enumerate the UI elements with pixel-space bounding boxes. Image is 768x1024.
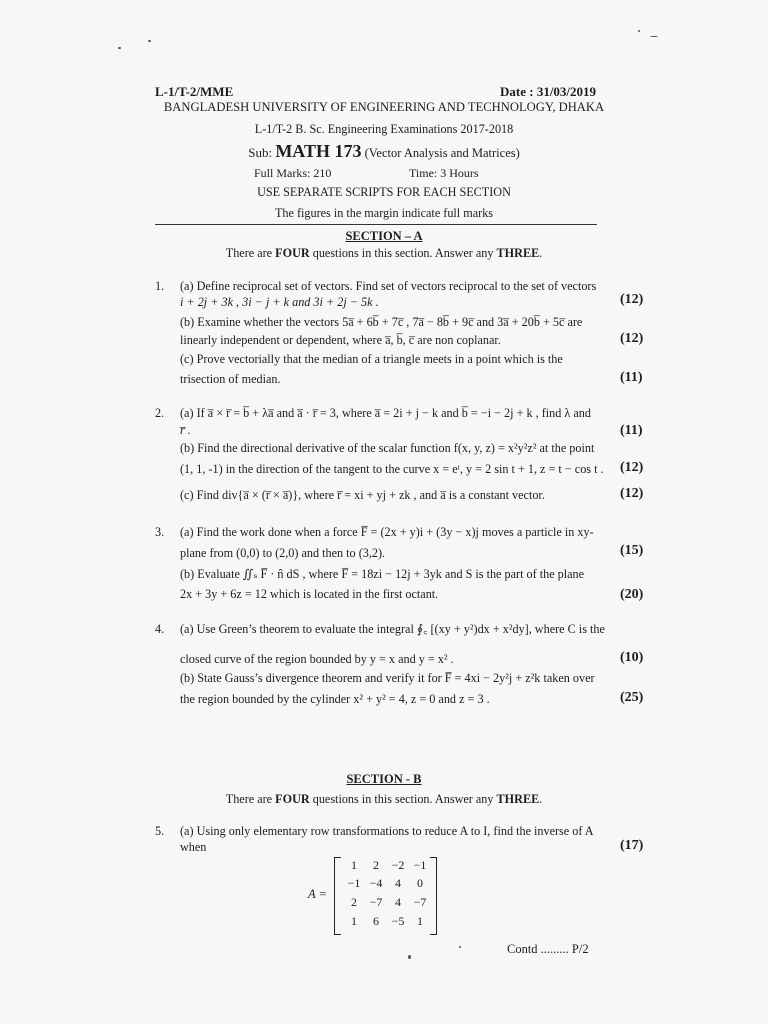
note-answer-count: THREE [496, 792, 540, 806]
subject-prefix: Sub: [248, 145, 276, 160]
q2a-text-line2: r̅ . [180, 423, 191, 437]
q2b-text-line2: (1, 1, -1) in the direction of the tangent to the curve x = eᵗ, y = 2 sin t + 1, z = t − cos t . [180, 462, 604, 476]
q5a-marks: (17) [620, 838, 644, 853]
continued-note: Contd ......... P/2 [507, 942, 589, 956]
instruction-marks: The figures in the margin indicate full marks [274, 206, 494, 220]
q4a-text-line1: (a) Use Green’s theorem to evaluate the integral ∮꜀ [(xy + y²)dx + x²dy], where C is the [180, 622, 605, 636]
q4a-marks: (10) [620, 650, 644, 665]
exam-time: Time: 3 Hours [409, 166, 479, 180]
question-number: 4. [155, 622, 165, 636]
matrix-cell: 6 [373, 914, 379, 928]
scan-speck [408, 955, 411, 959]
q4a-text-line2: closed curve of the region bounded by y = x and y = x² . [180, 652, 454, 666]
course-code: L-1/T-2/MME [155, 84, 234, 99]
matrix-cell: 1 [417, 914, 423, 928]
q2c-marks: (12) [620, 486, 644, 501]
q5a-text-line2: when [180, 840, 207, 854]
scan-speck [650, 36, 658, 37]
question-number: 1. [155, 279, 165, 293]
note-text: . [539, 792, 543, 806]
q1c-text-line2: trisection of median. [180, 372, 281, 386]
q1c-text-line1: (c) Prove vectorially that the median of a triangle meets in a point which is the [180, 352, 563, 366]
q2a-marks: (11) [620, 423, 643, 438]
note-answer-count: THREE [496, 246, 540, 260]
q2a-text-line1: (a) If a̅ × r̅ = b̅ + λa̅ and a̅ · r̅ = 3, where a̅ = 2i + j − k and b̅ = −i − 2j + k , find λ and [180, 406, 591, 420]
note-count: FOUR [275, 246, 310, 260]
q1c-marks: (11) [620, 370, 643, 385]
q3b-marks: (20) [620, 587, 644, 602]
q1a-marks: (12) [620, 292, 644, 307]
q1a-text-line1: (a) Define reciprocal set of vectors. Find set of vectors reciprocal to the set of vectors [180, 279, 597, 293]
q3b-text-line2: 2x + 3y + 6z = 12 which is located in the first octant. [180, 587, 439, 601]
q3a-text-line1: (a) Find the work done when a force F̅ = (2x + y)i + (3y − x)j moves a particle in xy- [180, 525, 594, 539]
note-text: . [539, 246, 543, 260]
matrix-cell: −1 [413, 858, 427, 872]
instruction-scripts: USE SEPARATE SCRIPTS FOR EACH SECTION [257, 185, 511, 199]
matrix-cell: 1 [351, 858, 357, 872]
subject-code: MATH 173 [275, 141, 362, 161]
note-text: questions in this section. Answer any [309, 246, 497, 260]
scan-speck [148, 40, 151, 42]
matrix-label: A = [308, 887, 327, 901]
q2c-text: (c) Find div{a̅ × (r̅ × a̅)}, where r̅ = xi + yj + zk , and a̅ is a constant vector. [180, 488, 545, 502]
q2b-marks: (12) [620, 460, 644, 475]
q1b-marks: (12) [620, 331, 644, 346]
section-a-title: SECTION – A [345, 229, 423, 243]
matrix-left-bracket [334, 857, 341, 935]
scan-speck [459, 946, 461, 948]
section-b-note [0, 792, 768, 807]
q4b-text-line2: the region bounded by the cylinder x² + y² = 4, z = 0 and z = 3 . [180, 692, 490, 706]
scan-speck [638, 30, 640, 32]
matrix-cell: −7 [369, 895, 383, 909]
note-text: There are [225, 246, 276, 260]
matrix-cell: −2 [391, 858, 405, 872]
section-b-title: SECTION - B [346, 772, 422, 786]
q2b-text-line1: (b) Find the directional derivative of the scalar function f(x, y, z) = x²y²z² at the point [180, 441, 595, 455]
q1b-text-line1: (b) Examine whether the vectors 5a̅ + 6b̅ + 7c̅ , 7a̅ − 8b̅ + 9c̅ and 3a̅ + 20b̅ + 5c̅ are [180, 315, 583, 329]
matrix-cell: 4 [395, 895, 401, 909]
q1b-text-line2: linearly independent or dependent, where a̅, b̅, c̅ are non coplanar. [180, 333, 501, 347]
q5a-text-line1: (a) Using only elementary row transformations to reduce A to I, find the inverse of A [180, 824, 594, 838]
matrix-cell: 0 [417, 876, 423, 890]
matrix-cell: −4 [369, 876, 383, 890]
q4b-marks: (25) [620, 690, 644, 705]
exam-date: Date : 31/03/2019 [500, 84, 597, 99]
exam-name: L-1/T-2 B. Sc. Engineering Examinations 2017-2018 [254, 122, 514, 136]
matrix-cell: −5 [391, 914, 405, 928]
university-name: BANGLADESH UNIVERSITY OF ENGINEERING AND TECHNOLOGY, DHAKA [163, 100, 605, 114]
q4b-text-line1: (b) State Gauss’s divergence theorem and verify it for F̅ = 4xi − 2y²j + z²k taken over [180, 671, 595, 685]
matrix-cell: 2 [373, 858, 379, 872]
note-text: questions in this section. Answer any [309, 792, 497, 806]
matrix-cell: −1 [347, 876, 361, 890]
q1a-text-line2: i + 2j + 3k , 3i − j + k and 3i + 2j − 5k . [180, 295, 379, 309]
header-rule [155, 224, 597, 225]
note-count: FOUR [275, 792, 310, 806]
scan-speck [118, 47, 121, 49]
subject-line [0, 141, 768, 162]
matrix-cell: 2 [351, 895, 357, 909]
q3a-marks: (15) [620, 543, 644, 558]
question-number: 3. [155, 525, 165, 539]
q3a-text-line2: plane from (0,0) to (2,0) and then to (3,2). [180, 546, 386, 560]
matrix-cell: 1 [351, 914, 357, 928]
matrix-cell: −7 [413, 895, 427, 909]
note-text: There are [225, 792, 276, 806]
section-a-note [0, 246, 768, 261]
full-marks: Full Marks: 210 [254, 166, 332, 180]
question-number: 2. [155, 406, 165, 420]
question-number: 5. [155, 824, 165, 838]
subject-name: (Vector Analysis and Matrices) [361, 146, 520, 160]
q3b-text-line1: (b) Evaluate ∬ₛ F̅ · n̂ dS , where F̅ = 18zi − 12j + 3yk and S is the part of the plane [180, 567, 585, 581]
matrix-cell: 4 [395, 876, 401, 890]
